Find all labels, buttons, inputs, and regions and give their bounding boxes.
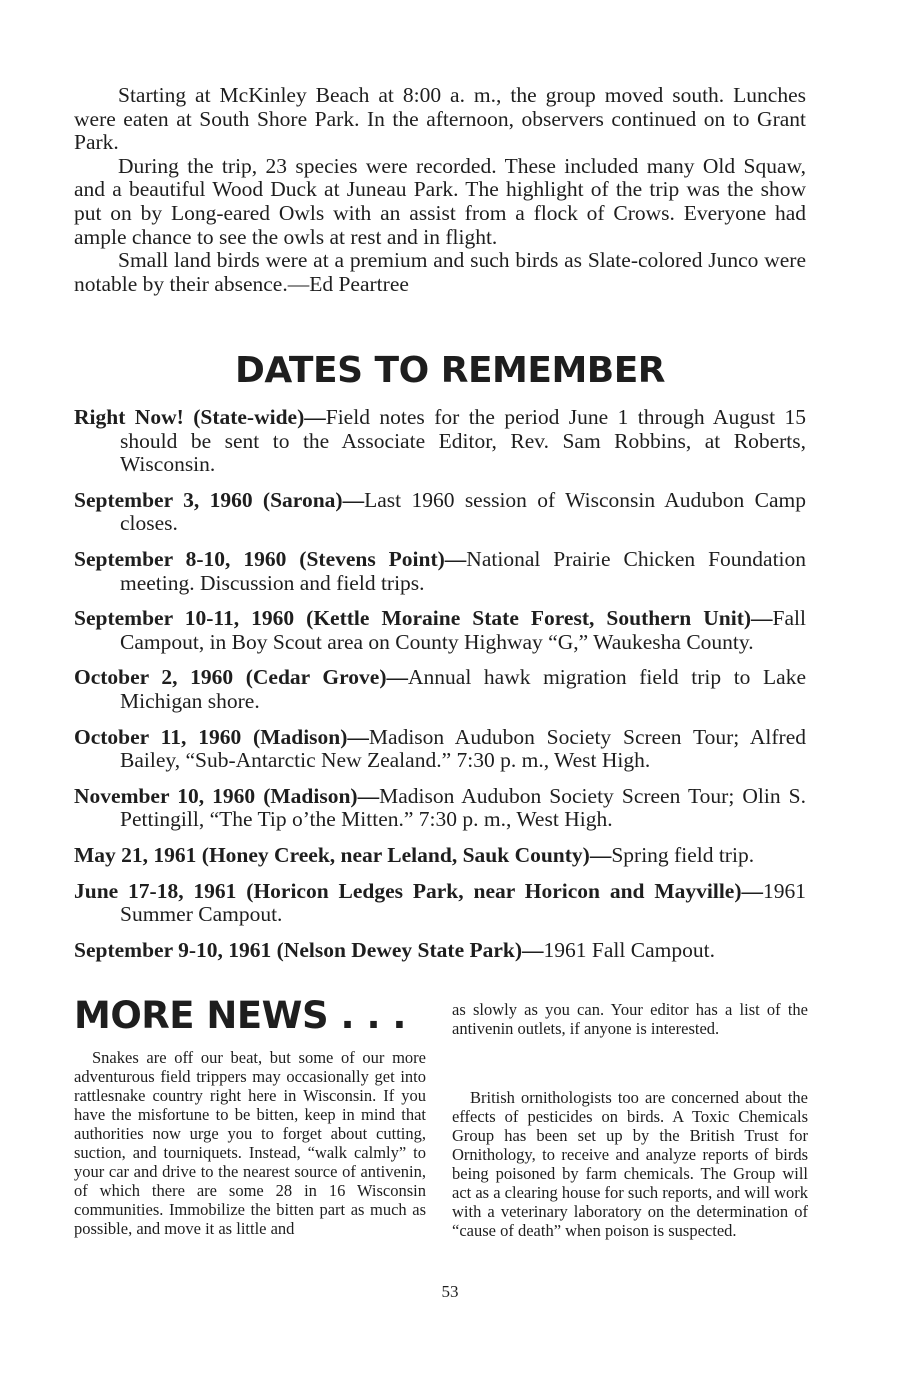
event-lead: September 8-10, 1960 (Stevens Point)— <box>74 546 467 571</box>
event-text: National Prairie Chicken Foundation meeting. Discussion and field trips. <box>120 546 807 595</box>
event-item <box>74 939 806 963</box>
event-item <box>74 844 806 868</box>
news-column-left <box>74 1048 426 1238</box>
event-lead: June 17-18, 1961 (Horicon Ledges Park, near Horicon and Mayville)— <box>74 878 763 903</box>
event-text: Annual hawk migration field trip to Lake Michigan shore. <box>120 665 806 713</box>
page-number: 53 <box>441 1282 459 1301</box>
snakes-paragraph-continued: as slowly as you can. Your editor has a list of the antivenin outlets, if anyone is interested. <box>452 1000 808 1038</box>
event-text: Spring field trip. <box>611 842 755 867</box>
intro-paragraph: Small land birds were at a premium and such birds as Slate-colored Junco were notable by their absence.—Ed Peartree <box>74 248 806 296</box>
event-text: Madison Audubon Society Screen Tour; Olin S. Pettingill, “The Tip o’the Mitten.” 7:30 p. m., West High. <box>120 783 806 832</box>
event-text: 1961 Summer Campout. <box>120 878 806 927</box>
event-lead: September 9-10, 1961 (Nelson Dewey State Park)— <box>74 937 544 962</box>
dates-heading: DATES TO REMEMBER <box>234 350 666 391</box>
event-text: Field notes for the period June 1 through August 15 should be sent to the Associate Editor, Rev. Sam Robbins, at Roberts, Wisconsin. <box>120 405 806 477</box>
events-list <box>74 406 806 974</box>
pesticides-paragraph: British ornithologists too are concerned about the effects of pesticides on birds. A Toxic Chemicals Group has been set up by the British Trust for Ornithology, to receive and analyze reports of birds being poisoned by farm chemicals. The Group will act as a clearing house for such reports, and will work with a veterinary laboratory on the determination of “cause of death” when poison is suspected. <box>452 1088 809 1240</box>
intro-article <box>74 84 806 296</box>
intro-paragraph: Starting at McKinley Beach at 8:00 a. m., the group moved south. Lunches were eaten at South Shore Park. In the afternoon, observers continued on to Grant Park. <box>74 83 806 155</box>
event-item <box>74 666 806 713</box>
more-news-heading: MORE NEWS . . . <box>74 994 406 1037</box>
event-lead: November 10, 1960 (Madison)— <box>74 783 380 808</box>
intro-paragraph: During the trip, 23 species were recorded. These included many Old Squaw, and a beautiful Wood Duck at Juneau Park. The highlight of the trip was the show put on by Long-eared Owls with an assist from a flock of Crows. Everyone had ample chance to see the owls at rest and in flight. <box>74 153 806 249</box>
event-item <box>74 489 806 536</box>
event-lead: October 2, 1960 (Cedar Grove)— <box>74 665 409 690</box>
news-column-right-top <box>452 1000 808 1038</box>
event-lead: October 11, 1960 (Madison)— <box>74 724 369 749</box>
event-lead: September 10-11, 1960 (Kettle Moraine State Forest, Southern Unit)— <box>74 606 773 631</box>
event-item <box>74 406 806 477</box>
event-text: Madison Audubon Society Screen Tour; Alfred Bailey, “Sub-Antarctic New Zealand.” 7:30 p. m., West High. <box>120 724 806 773</box>
event-item <box>74 785 806 832</box>
event-lead: September 3, 1960 (Sarona)— <box>74 487 365 512</box>
event-text: Last 1960 session of Wisconsin Audubon Camp closes. <box>120 487 806 536</box>
event-item <box>74 548 806 595</box>
event-text: Fall Campout, in Boy Scout area on County Highway “G,” Waukesha County. <box>120 606 806 654</box>
event-lead: Right Now! (State-wide)— <box>74 405 326 429</box>
event-item <box>74 726 806 773</box>
snakes-paragraph: Snakes are off our beat, but some of our more adventurous field trippers may occasionally get into rattlesnake country right here in Wisconsin. If you have the misfortune to be bitten, keep in mind that authorities now urge you to forget about cutting, suction, and tourniquets. Instead, “walk calmly” to your car and drive to the nearest source of antivenin, of which there are some 28 in 16 Wisconsin communities. Immobilize the bitten part as much as possible, and move it as little and <box>74 1048 426 1238</box>
event-lead: May 21, 1961 (Honey Creek, near Leland, Sauk County)— <box>74 842 612 867</box>
event-item <box>74 880 806 927</box>
event-text: 1961 Fall Campout. <box>543 937 715 962</box>
news-column-right-bottom <box>452 1088 808 1240</box>
event-item <box>74 607 806 654</box>
